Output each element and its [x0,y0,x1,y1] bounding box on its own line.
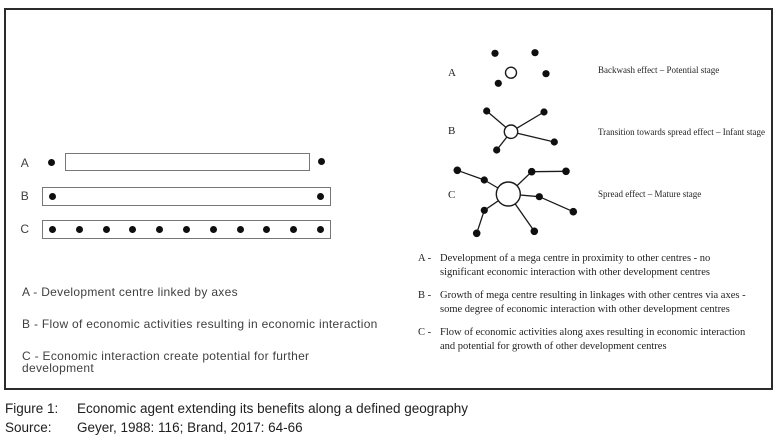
figure-title-text: Economic agent extending its benefits along a defined geography [77,401,469,416]
row-label-c: C [20,222,30,236]
figure-caption-block [5,399,468,437]
development-centre-dot [473,230,481,238]
development-centre-dot [237,226,244,233]
development-centre-dot [562,168,570,176]
legend-item-b: B - Flow of economic activities resulting in economic interaction [22,317,378,331]
development-centre-dot [48,159,55,166]
development-centre-dot [49,193,56,200]
stage-c-label: C [448,189,456,201]
development-centre-dot [103,226,110,233]
development-centre-dot [481,176,488,183]
stage-b-caption: Transition towards spread effect – Infant stage [598,127,765,137]
stage-b-diagram [448,107,558,153]
development-centre-dot [531,228,539,236]
stage-descriptions [418,252,750,363]
stage-a-label: A [448,67,456,79]
stage-diagrams [440,38,605,258]
axis-bar-b [42,187,331,206]
axis-line [457,170,484,180]
development-centre-dot [540,108,547,115]
development-centre-dot [454,167,462,175]
axis-line [539,197,573,212]
desc-text: Growth of mega centre resulting in linkages with other centres via axes - some degree of economic interaction with other development centres [440,290,746,315]
stage-c-diagram [448,167,577,238]
development-centre-dot [493,146,500,153]
row-label-a: A [20,156,30,170]
left-legend [22,286,382,394]
development-centre-dot [263,226,270,233]
development-centre-dot [318,158,325,165]
mega-centre-circle [504,125,517,138]
development-centre-dot [531,49,538,56]
development-centre-dot [156,226,163,233]
mega-centre-circle [496,182,520,206]
stage-b-description [418,289,750,316]
figure-number-label: Figure 1: [5,401,59,416]
legend-item-c: C - Economic interaction create potential for further development [22,349,310,375]
legend-item-a: A - Development centre linked by axes [22,285,238,299]
stage-a-diagram [448,49,550,87]
stage-a-caption: Backwash effect – Potential stage [598,65,720,75]
development-centre-dot [290,226,297,233]
desc-marker: A - [418,253,432,264]
development-centre-dot [551,138,558,145]
stage-c-caption: Spread effect – Mature stage [598,189,702,199]
source-line [5,418,468,437]
stage-b-label: B [448,125,456,137]
stage-c-description [418,326,750,353]
development-centre-dot [495,80,502,87]
axis-bar-a [65,153,310,171]
development-centre-dot [129,226,136,233]
source-text: Geyer, 1988: 116; Brand, 2017: 64-66 [77,420,303,435]
desc-marker: B - [418,290,432,301]
development-centre-dot [49,226,56,233]
axis-bar-c [42,220,331,239]
development-centre-dot [536,193,543,200]
development-centre-dot [491,50,498,57]
row-label-b: B [20,189,30,203]
figure-frame [4,8,773,390]
development-centre-dot [210,226,217,233]
source-label: Source: [5,420,52,435]
desc-text: Flow of economic activities along axes resulting in economic interaction and potential for growth of other development centres [440,327,746,352]
desc-marker: C - [418,327,432,338]
figure-caption-line [5,399,468,418]
development-centre-dot [481,207,488,214]
development-centre-dot [528,168,536,176]
desc-text: Development of a mega centre in proximity to other centres - no significant economic interaction with other development centres [440,253,711,278]
development-centre-dot [183,226,190,233]
stage-a-description [418,252,750,279]
development-centre-dot [317,226,324,233]
development-centre-dot [542,70,549,77]
development-centre-dot [317,193,324,200]
development-centre-dot [76,226,83,233]
mega-centre-circle [506,67,517,78]
development-centre-dot [483,107,490,114]
development-centre-dot [570,208,578,216]
